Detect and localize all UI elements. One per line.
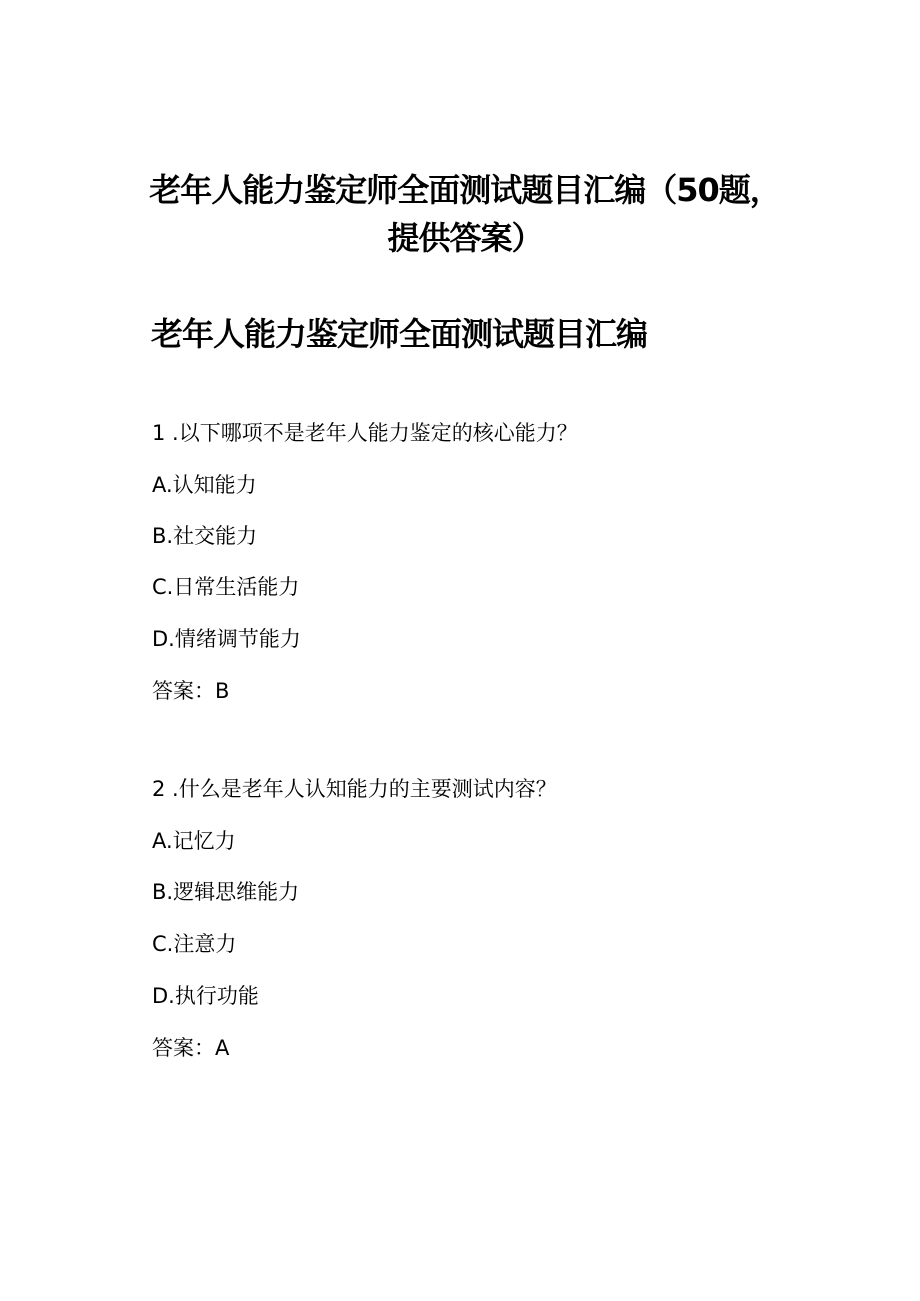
document-title: 老年人能力鉴定师全面测试题目汇编（50题，提供答案） bbox=[149, 171, 781, 257]
answer-text: 答案：B bbox=[152, 679, 230, 703]
option-d: D.情绪调节能力 bbox=[152, 627, 301, 651]
option-b: B.社交能力 bbox=[152, 524, 258, 548]
question-text: 2 .什么是老年人认知能力的主要测试内容？ bbox=[152, 777, 557, 801]
option-b: B.逻辑思维能力 bbox=[152, 880, 300, 904]
option-c: C.日常生活能力 bbox=[152, 575, 300, 599]
question-text: 1 .以下哪项不是老年人能力鉴定的核心能力？ bbox=[152, 421, 578, 445]
option-d: D.执行功能 bbox=[152, 984, 259, 1008]
section-title: 老年人能力鉴定师全面测试题目汇编 bbox=[151, 315, 648, 353]
option-a: A.记忆力 bbox=[152, 829, 236, 853]
option-a: A.认知能力 bbox=[152, 473, 257, 497]
answer-text: 答案：A bbox=[152, 1036, 230, 1060]
option-c: C.注意力 bbox=[152, 932, 237, 956]
